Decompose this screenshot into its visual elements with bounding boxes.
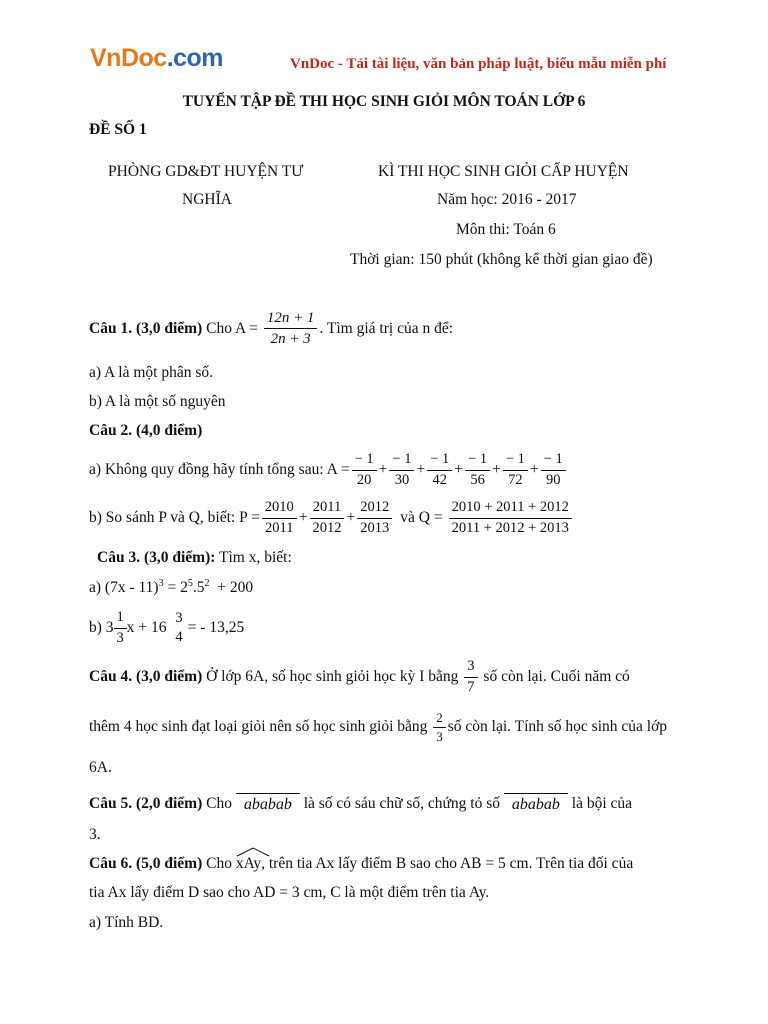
logo-main: VnDoc (90, 44, 167, 72)
q3-intro: Tìm x, biết: (215, 549, 292, 566)
q5-line1 (89, 793, 632, 814)
q1-text-post: . Tìm giá trị của n để: (319, 319, 454, 337)
frac-num: 2011 (310, 498, 344, 519)
angle-xay (236, 855, 261, 873)
vndoc-logo[interactable] (90, 44, 223, 73)
exam-time: Thời gian: 150 phút (không kể thời gian giao đề) (350, 251, 653, 268)
q4-line1-post: số còn lại. Cuối năm có (479, 668, 630, 686)
q6-post: , trên tia Ax lấy điểm B sao cho AB = 5 cm. Trên tia đối của (261, 855, 634, 872)
q6-line2: tia Ax lấy điểm D sao cho AD = 3 cm, C là một điểm trên tia Ay. (89, 884, 490, 901)
frac-den: 2011 + 2012 + 2013 (451, 519, 569, 536)
q3-b-pre: b) 3 (89, 619, 114, 637)
frac-num: 3 (464, 657, 477, 678)
q1-frac-num: 12n + 1 (264, 308, 318, 329)
q4-line2-post: số còn lại. Tính số học sinh của lớp (447, 718, 668, 736)
frac-den: 2013 (360, 519, 390, 536)
q2-a-frac-5 (503, 450, 528, 490)
org-name-line2: NGHĨA (182, 191, 232, 208)
q1-part-b: b) A là một số nguyên (89, 393, 226, 410)
exam-number: ĐỀ SỐ 1 (89, 121, 147, 138)
frac-num: 1 (114, 608, 127, 629)
frac-num: 3 (175, 609, 183, 626)
header-tagline: VnDoc - Tải tài liệu, văn bản pháp luật, biểu mẫu miễn phí (290, 56, 667, 72)
frac-num: 2 (433, 709, 446, 728)
q5-number-2: ababab (504, 793, 568, 814)
q2-b-and: và Q = (400, 509, 443, 527)
school-year: Năm học: 2016 - 2017 (437, 191, 577, 208)
q1-frac-den: 2n + 3 (270, 331, 311, 348)
q5-label: Câu 5. (2,0 điểm) (89, 794, 203, 812)
frac-den: 72 (508, 471, 523, 488)
q4-line2 (89, 709, 667, 745)
frac-den: 7 (467, 678, 475, 695)
q1-text-pre: Cho A = (202, 319, 262, 337)
exam-subject: Môn thi: Toán 6 (456, 221, 556, 238)
q3-a-exp2: 5 (187, 578, 193, 589)
q2-a-frac-4 (465, 450, 490, 490)
q3-a-pre: a) (7x - 11) (89, 579, 159, 597)
q4-line1 (89, 657, 630, 697)
frac-den: 30 (394, 471, 410, 488)
q4-line2-pre: thêm 4 học sinh đạt loại giỏi nên số học sinh giỏi bằng (89, 718, 432, 736)
frac-num: − 1 (503, 450, 528, 471)
q3-a-post: + 200 (209, 579, 254, 597)
frac-den: 56 (470, 471, 485, 488)
frac-den: 2012 (312, 519, 342, 536)
frac-num: 2012 (357, 498, 392, 519)
frac-den: 20 (356, 471, 372, 488)
page-title: TUYỂN TẬP ĐỀ THI HỌC SINH GIỎI MÔN TOÁN LỚP 6 (182, 93, 586, 110)
q6-label: Câu 6. (5,0 điểm) (89, 855, 203, 872)
q3-b-post: = - 13,25 (187, 619, 245, 637)
q3-b-mid: x + 16 (126, 619, 171, 637)
q3-a-mid2: .5 (192, 579, 205, 597)
q6-line1 (89, 855, 633, 873)
question-3 (97, 549, 292, 567)
q3-part-a (89, 578, 253, 597)
frac-num: 2010 (262, 498, 297, 519)
frac-den: 2011 (265, 519, 294, 536)
q5-line2: 3. (89, 826, 101, 843)
q2-b-text: b) So sánh P và Q, biết: P = (89, 509, 260, 527)
q5-post: là bội của (567, 794, 633, 812)
frac-num: 2010 + 2011 + 2012 (449, 498, 572, 519)
frac-den: 90 (545, 471, 561, 488)
angle-hat-icon (236, 847, 270, 857)
logo-tld: .com (166, 44, 224, 72)
q5-number-1: ababab (236, 793, 300, 814)
question-1 (89, 308, 453, 350)
q4-line3: 6A. (89, 759, 112, 776)
q1-part-a: a) A là một phân số. (89, 364, 213, 381)
q2-label: Câu 2. (4,0 điểm) (89, 422, 203, 439)
q4-frac-2 (433, 709, 446, 745)
q4-frac-1 (464, 657, 477, 697)
frac-den: 3 (116, 629, 124, 646)
frac-num: − 1 (465, 450, 490, 471)
q3-label: Câu 3. (3,0 điểm): (97, 549, 216, 566)
frac-den: 4 (175, 629, 183, 646)
q5-pre: Cho (202, 794, 236, 812)
frac-num: − 1 (352, 450, 377, 471)
frac-num: − 1 (541, 450, 566, 471)
q2-p-frac-2 (310, 498, 345, 538)
q3-b-frac-2 (172, 609, 185, 648)
q4-line1-pre: Ở lớp 6A, số học sinh giỏi học kỳ I bằng (202, 668, 463, 686)
org-name-line1: PHÒNG GD&ĐT HUYỆN TƯ (108, 163, 304, 180)
q3-a-mid: = 2 (163, 579, 188, 597)
q4-label: Câu 4. (3,0 điểm) (89, 668, 203, 686)
q2-part-a: a) Không quy đồng hãy tính tổng sau: A = $\frac{- 1}{20}$ + $\frac{- 1}{30}$ + $\frac{- 1}{42}$ + $\frac{- 1}{56}$ + $\frac{- 1}{72}$ + $\frac{- 1}{90}$ (89, 450, 568, 490)
q2-a-text: a) Không quy đồng hãy tính tổng sau: A = (89, 461, 350, 479)
frac-den: 42 (432, 471, 448, 488)
q6-part-a: a) Tính BD. (89, 914, 164, 931)
q6-angle-text: xAy (235, 855, 262, 872)
q3-a-exp: 3 (158, 578, 164, 589)
q3-a-exp3: 2 (204, 578, 210, 589)
q2-a-frac-6 (541, 450, 566, 490)
q3-b-frac-1 (114, 608, 127, 648)
frac-num: − 1 (427, 450, 452, 471)
q2-p-frac-3 (357, 498, 392, 538)
q2-q-frac (449, 498, 572, 538)
q1-label: Câu 1. (3,0 điểm) (89, 319, 203, 337)
q6-pre: Cho (202, 855, 236, 872)
q2-a-frac-3 (427, 450, 452, 490)
q2-part-b: b) So sánh P và Q, biết: P = $\frac{2010}{2011}$ + $\frac{2011}{2012}$ + $\frac{2012}{2013}$ và Q = $\frac{2010 + 2011 + 2012}{2011 + 2012 + 2013}$ (89, 498, 574, 538)
q2-a-frac-2 (389, 450, 414, 490)
q5-mid: là số có sáu chữ số, chứng tỏ số (299, 794, 504, 812)
q3-part-b (89, 608, 244, 648)
q2-a-frac-1 (352, 450, 377, 490)
frac-num: − 1 (389, 450, 414, 471)
exam-name: KÌ THI HỌC SINH GIỎI CẤP HUYỆN (378, 163, 629, 180)
q2-p-frac-1 (262, 498, 297, 538)
frac-den: 3 (436, 728, 443, 744)
q1-fraction (264, 308, 318, 350)
